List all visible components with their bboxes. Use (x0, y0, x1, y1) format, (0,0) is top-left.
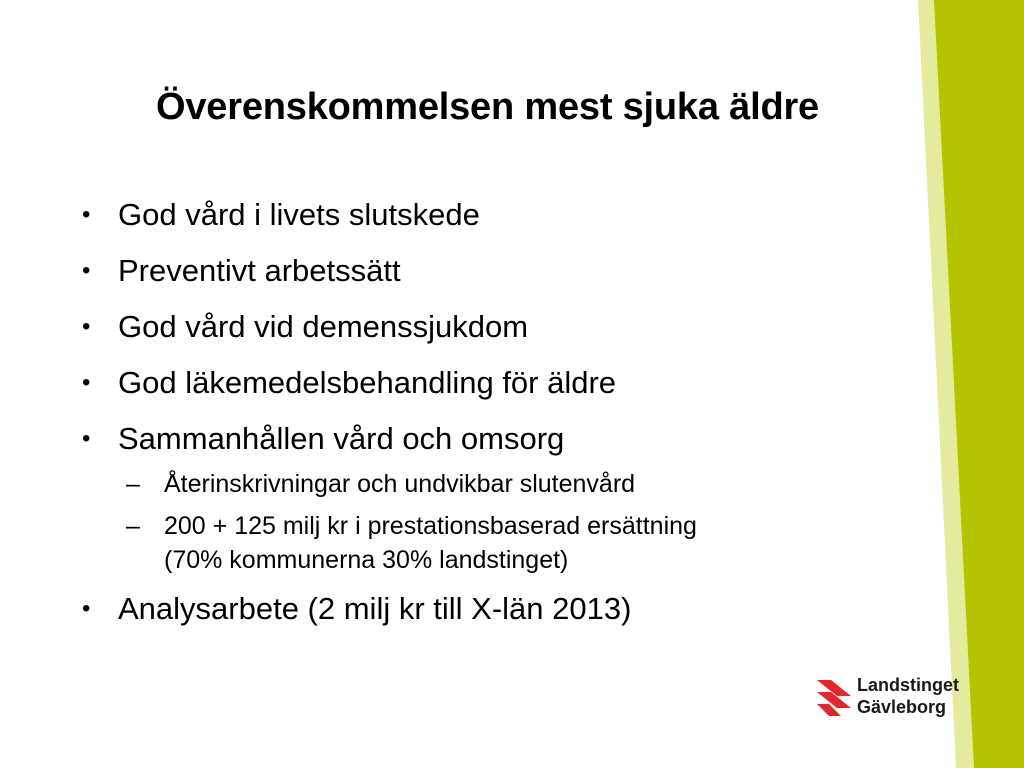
bullet-marker: • (82, 201, 91, 228)
bullet-text: God vård i livets slutskede (118, 197, 480, 232)
bullet-marker: • (82, 425, 91, 452)
bullet-item (80, 363, 910, 403)
sub-bullet-text-line: 200 + 125 milj kr i prestationsbaserad ersättning (164, 512, 697, 540)
logo-mark-icon (815, 672, 853, 718)
bullet-item (80, 419, 910, 459)
bullet-text: Analysarbete (2 milj kr till X-län 2013) (118, 591, 632, 626)
bullet-text: God läkemedelsbehandling för äldre (118, 365, 617, 400)
bullet-marker: • (82, 595, 91, 622)
bullet-marker: • (82, 369, 91, 396)
sub-bullet-item (126, 467, 910, 501)
bullet-text: God vård vid demenssjukdom (118, 309, 529, 344)
logo-text (857, 674, 959, 718)
sub-bullet-text-line: (70% kommunerna 30% landstinget) (164, 546, 569, 574)
sub-bullet-marker: – (126, 470, 140, 498)
sub-bullet-item (126, 509, 910, 577)
slide-title: Överenskommelsen mest sjuka äldre (156, 86, 819, 128)
bullet-item (80, 195, 910, 235)
bullet-list (80, 195, 910, 645)
bullet-text: Sammanhållen vård och omsorg (118, 421, 565, 456)
bullet-text: Preventivt arbetssätt (118, 253, 401, 288)
landstinget-gavleborg-logo (815, 670, 975, 722)
logo-line-1: Landstinget (857, 675, 959, 695)
bullet-item (80, 589, 910, 629)
bullet-item (80, 251, 910, 291)
logo-line-2: Gävleborg (857, 697, 947, 717)
bullet-marker: • (82, 257, 91, 284)
bullet-marker: • (82, 313, 91, 340)
bullet-item (80, 307, 910, 347)
sub-bullet-marker: – (126, 512, 140, 540)
sub-bullet-text: Återinskrivningar och undvikbar slutenvård (164, 470, 636, 498)
